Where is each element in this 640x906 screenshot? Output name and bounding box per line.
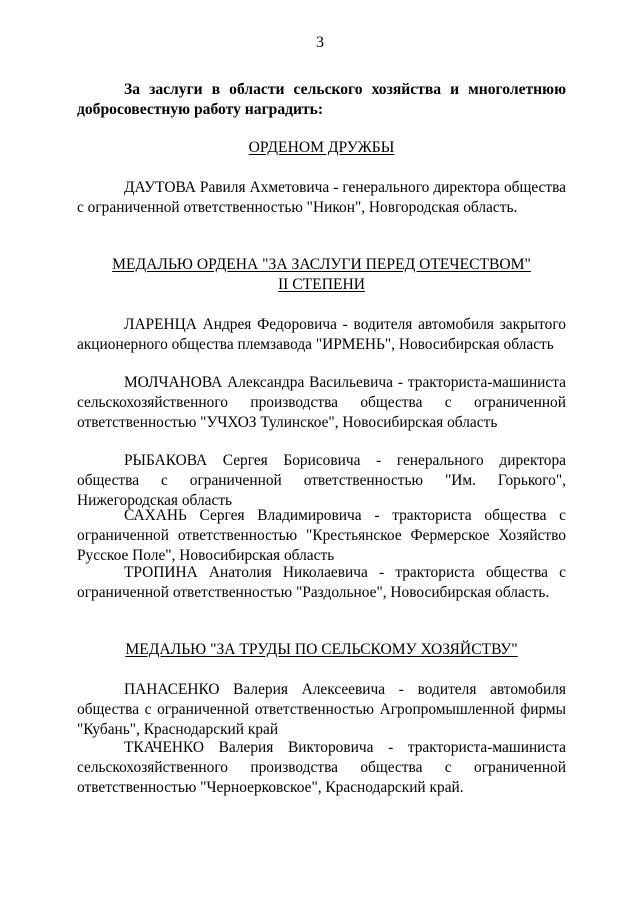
recipient-entry-dautov: ДАУТОВА Равиля Ахметовича - генерального директора общества с ограниченной ответственностью "Никон", Новгородская область. [77,179,566,216]
recipient-entry-sakhan: САХАНЬ Сергея Владимировича - тракториста общества с ограниченной ответственностью "Крестьянское Фермерское Хозяйство Русское Поле", Новосибирская область [77,507,566,564]
heading-line: ОРДЕНОМ ДРУЖБЫ [248,139,395,156]
award-intro: За заслуги в области сельского хозяйства и многолетнюю добросовестную работу наградить: [77,81,566,118]
heading-line: МЕДАЛЬЮ "ЗА ТРУДЫ ПО СЕЛЬСКОМУ ХОЗЯЙСТВУ" [125,641,518,658]
recipient-entry-rybakov: РЫБАКОВА Сергея Борисовича - генерального директора общества с ограниченной ответственностью "Им. Горького", Нижегородская область [77,452,566,509]
section-heading-medal-agriculture [77,640,566,660]
recipient-entry-molchanov: МОЛЧАНОВА Александра Васильевича - тракториста-машиниста сельскохозяйственного производства общества с ограниченной ответственностью "УЧХОЗ Тулинское", Новосибирская область [77,374,566,431]
section-heading-medal-merit-fatherland [77,255,566,295]
page-number: 3 [316,34,324,51]
recipient-entry-larents: ЛАРЕНЦА Андрея Федоровича - водителя автомобиля закрытого акционерного общества племзавода "ИРМЕНЬ", Новосибирская область [77,316,566,353]
heading-line: II СТЕПЕНИ [277,276,366,293]
recipient-entry-tkachenko: ТКАЧЕНКО Валерия Викторовича - тракториста-машиниста сельскохозяйственного производства общества с ограниченной ответственностью "Черноерковское", Краснодарский край. [77,739,566,796]
recipient-entry-panasenko: ПАНАСЕНКО Валерия Алексеевича - водителя автомобиля общества с ограниченной ответственностью Агропромышленной фирмы "Кубань", Краснодарский край [77,681,566,738]
recipient-entry-tropin: ТРОПИНА Анатолия Николаевича - тракториста общества с ограниченной ответственностью "Раздольное", Новосибирская область. [77,564,566,601]
heading-line: МЕДАЛЬЮ ОРДЕНА "ЗА ЗАСЛУГИ ПЕРЕД ОТЕЧЕСТВОМ" [112,256,531,273]
section-heading-order-of-friendship [77,138,566,158]
